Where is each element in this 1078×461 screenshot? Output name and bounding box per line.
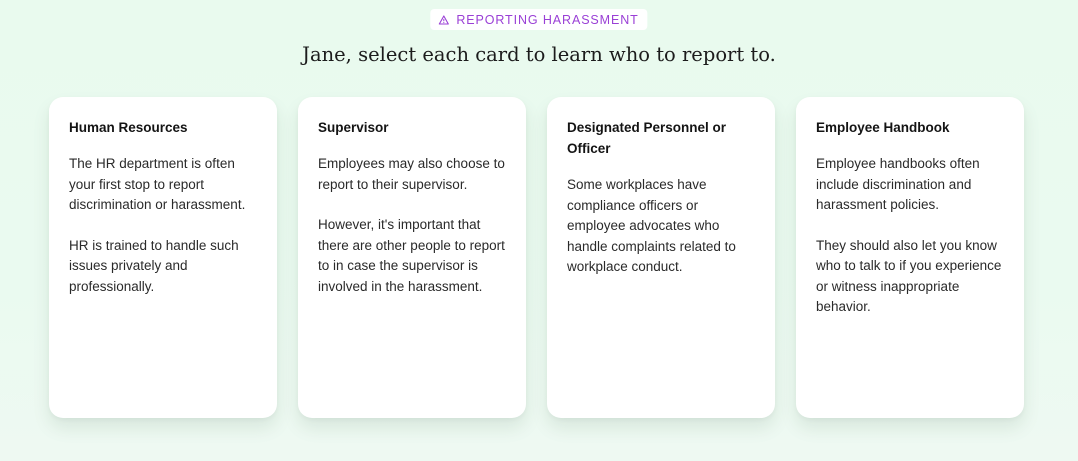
card-paragraph: Employees may also choose to report to their supervisor.	[318, 156, 505, 192]
card-body	[318, 154, 508, 297]
card-paragraph: They should also let you know who to talk to if you experience or witness inappropriate behavior.	[816, 237, 1002, 314]
card-paragraph: The HR department is often your first stop to report discrimination or harassment.	[69, 156, 246, 212]
card-human-resources[interactable]	[49, 97, 277, 418]
card-paragraph: However, it's important that there are other people to report to in case the supervisor is involved in the harassment.	[318, 217, 505, 294]
card-body	[816, 154, 1006, 318]
section-badge	[430, 9, 647, 30]
card-list	[49, 97, 1024, 418]
card-title: Employee Handbook	[816, 120, 950, 135]
card-title: Designated Personnel or Officer	[567, 120, 727, 156]
card-paragraph: HR is trained to handle such issues privately and professionally.	[69, 237, 239, 294]
card-employee-handbook[interactable]	[796, 97, 1024, 418]
card-designated-personnel[interactable]	[547, 97, 775, 418]
card-body	[69, 154, 259, 297]
card-title: Human Resources	[69, 120, 188, 135]
warning-triangle-icon	[438, 15, 449, 25]
card-body	[567, 175, 757, 278]
section-badge-label: REPORTING HARASSMENT	[456, 12, 639, 27]
card-paragraph: Employee handbooks often include discrimination and harassment policies.	[816, 156, 980, 212]
card-paragraph: Some workplaces have compliance officers or employee advocates who handle complaints related to workplace conduct.	[567, 177, 736, 274]
card-supervisor[interactable]	[298, 97, 526, 418]
page-headline: Jane, select each card to learn who to report to.	[302, 43, 776, 66]
card-title: Supervisor	[318, 120, 389, 135]
